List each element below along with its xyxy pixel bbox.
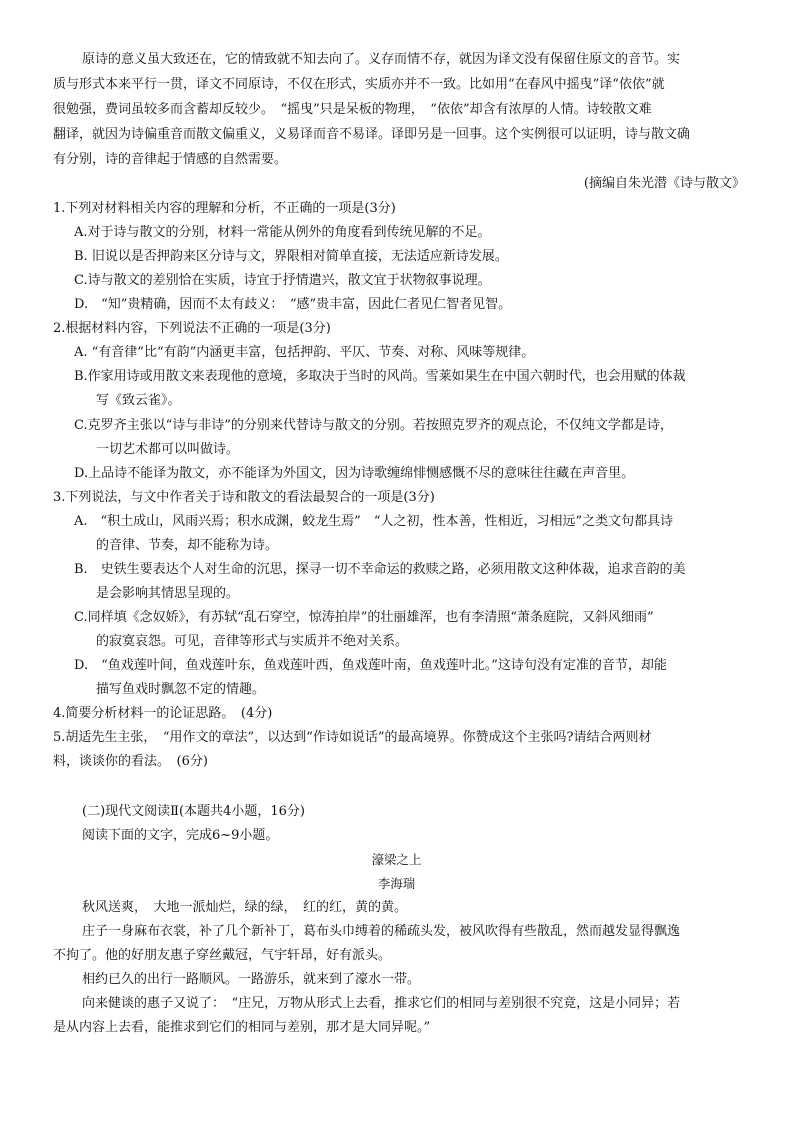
question-2-option-b: B.作家用诗或用散文来表现他的意境，多取决于当时的风尚。雪莱如果生在中国六朝时代，也会用赋的体裁 (74, 369, 686, 384)
question-3-option-b-cont: 是会影响其情思呈现的。 (96, 586, 240, 601)
story-paragraph: 秋风送爽， 大地一派灿烂，绿的绿， 红的红，黄的黄。 (82, 900, 408, 915)
question-3-option-d-cont: 描写鱼戏时飘忽不定的情趣。 (96, 682, 266, 697)
question-1-option-b: B. 旧说以是否押韵来区分诗与文，界限相对简单直接，无法适应新诗发展。 (74, 249, 508, 264)
passage-line: 翻译，就因为诗偏重音而散文偏重义，义易译而音不易译。译即另是一回事。这个实例很可以证明，诗与散文确 (53, 127, 691, 142)
question-1-option-d: D. “知”贵精确，因而不太有歧义： “感”贵丰富，因此仁者见仁智者见智。 (74, 297, 512, 312)
story-author: 李海瑞 (377, 876, 416, 891)
story-paragraph: 相约已久的出行一路顺风。一路游乐，就来到了濠水一带。 (82, 972, 421, 987)
story-paragraph-cont: 不拘了。他的好朋友惠子穿丝戴冠，气宇轩昂，好有派头。 (53, 948, 392, 963)
question-3-option-a-cont: 的音律、节奏，却不能称为诗。 (96, 538, 279, 553)
question-3-option-b: B. 史铁生要表达个人对生命的沉思，探寻一切不幸命运的救赎之路，必须用散文这种体裁，追求音韵的美 (74, 562, 686, 577)
question-5-cont: 料，谈谈你的看法。 (6分) (53, 754, 208, 769)
passage-line: 质与形式本来平行一贯，译文不同原诗，不仅在形式，实质亦并不一致。比如用“在春风中摇曳”译“依依”就 (53, 77, 665, 92)
story-paragraph: 向来健谈的惠子又说了： “庄兄，万物从形式上去看，推求它们的相同与差别很不究竟，这是小同异；若 (82, 996, 681, 1011)
question-1-option-c: C.诗与散文的差别恰在实质，诗宜于抒情遣兴，散文宜于状物叙事说理。 (74, 273, 491, 288)
question-3-option-a: A. “积土成山，风雨兴焉；积水成渊，蛟龙生焉” “人之初，性本善，性相近，习相远”之类文句都具诗 (74, 514, 674, 529)
question-3-stem: 3.下列说法，与文中作者关于诗和散文的看法最契合的一项是(3分) (53, 490, 435, 505)
question-2-option-a: A. “有音律”比“有韵”内涵更丰富，包括押韵、平仄、节奏、对称、风味等规律。 (74, 345, 535, 360)
question-3-option-c-cont: 的寂寞哀怨。可见，音律等形式与实质并不绝对关系。 (96, 634, 409, 649)
question-1-option-a: A.对于诗与散文的分别，材料一常能从例外的角度看到传统见解的不足。 (74, 225, 491, 240)
question-1-stem: 1.下列对材料相关内容的理解和分析，不正确的一项是(3分) (53, 201, 396, 216)
section-2-header: (二)现代文阅读Ⅱ(本题共4小题，16分) (82, 804, 305, 819)
question-3-option-c: C.同样填《念奴娇》，有苏轼“乱石穿空，惊涛拍岸”的壮丽雄浑，也有李清照“萧条庭院，又斜风细雨” (74, 610, 654, 625)
section-2-instruction: 阅读下面的文字，完成6~9小题。 (82, 828, 279, 843)
story-paragraph-cont: 是从内容上去看，能推求到它们的相同与差别，那才是大同异呢。” (53, 1020, 431, 1035)
question-2-stem: 2.根据材料内容，下列说法不正确的一项是(3分) (53, 321, 331, 336)
question-2-option-d: D.上品诗不能译为散文，亦不能译为外国文，因为诗歌缠绵悱恻感慨不尽的意味往往藏在声音里。 (74, 466, 635, 481)
question-4: 4.简要分析材料一的论证思路。 (4分) (53, 706, 273, 721)
story-paragraph: 庄子一身麻布衣裳，补了几个新补丁，葛布头巾缚着的稀疏头发，被风吹得有些散乱，然而越发显得飘逸 (82, 924, 681, 939)
question-2-option-b-cont: 写《致云雀》。 (96, 393, 181, 408)
question-2-option-c-cont: 一切艺术都可以叫做诗。 (96, 442, 240, 457)
passage-line: 有分别，诗的音律起于情感的自然需要。 (53, 152, 288, 167)
question-2-option-c: C.克罗齐主张以“诗与非诗”的分别来代替诗与散文的分别。若按照克罗齐的观点论，不仅纯文学都是诗， (74, 418, 673, 433)
passage-line: 原诗的意义虽大致还在，它的情致就不知去向了。义存而情不存，就因为译文没有保留住原文的音节。实 (82, 52, 681, 67)
story-title: 濠梁之上 (371, 852, 422, 867)
passage-line: 很勉强，费词虽较多而含蓄却反较少。 “摇曳”只是呆板的物理， “依依”却含有浓厚的人情。诗较散文难 (53, 102, 652, 117)
source-citation: (摘编自朱光潜《诗与散文》 (583, 176, 745, 191)
question-5: 5.胡适先生主张， “用作文的章法”，以达到“作诗如说话”的最高境界。你赞成这个主张吗?请结合两则材 (53, 730, 652, 745)
question-3-option-d: D. “鱼戏莲叶间，鱼戏莲叶东，鱼戏莲叶西，鱼戏莲叶南，鱼戏莲叶北。”这诗句没有定准的音节，却能 (74, 658, 667, 673)
